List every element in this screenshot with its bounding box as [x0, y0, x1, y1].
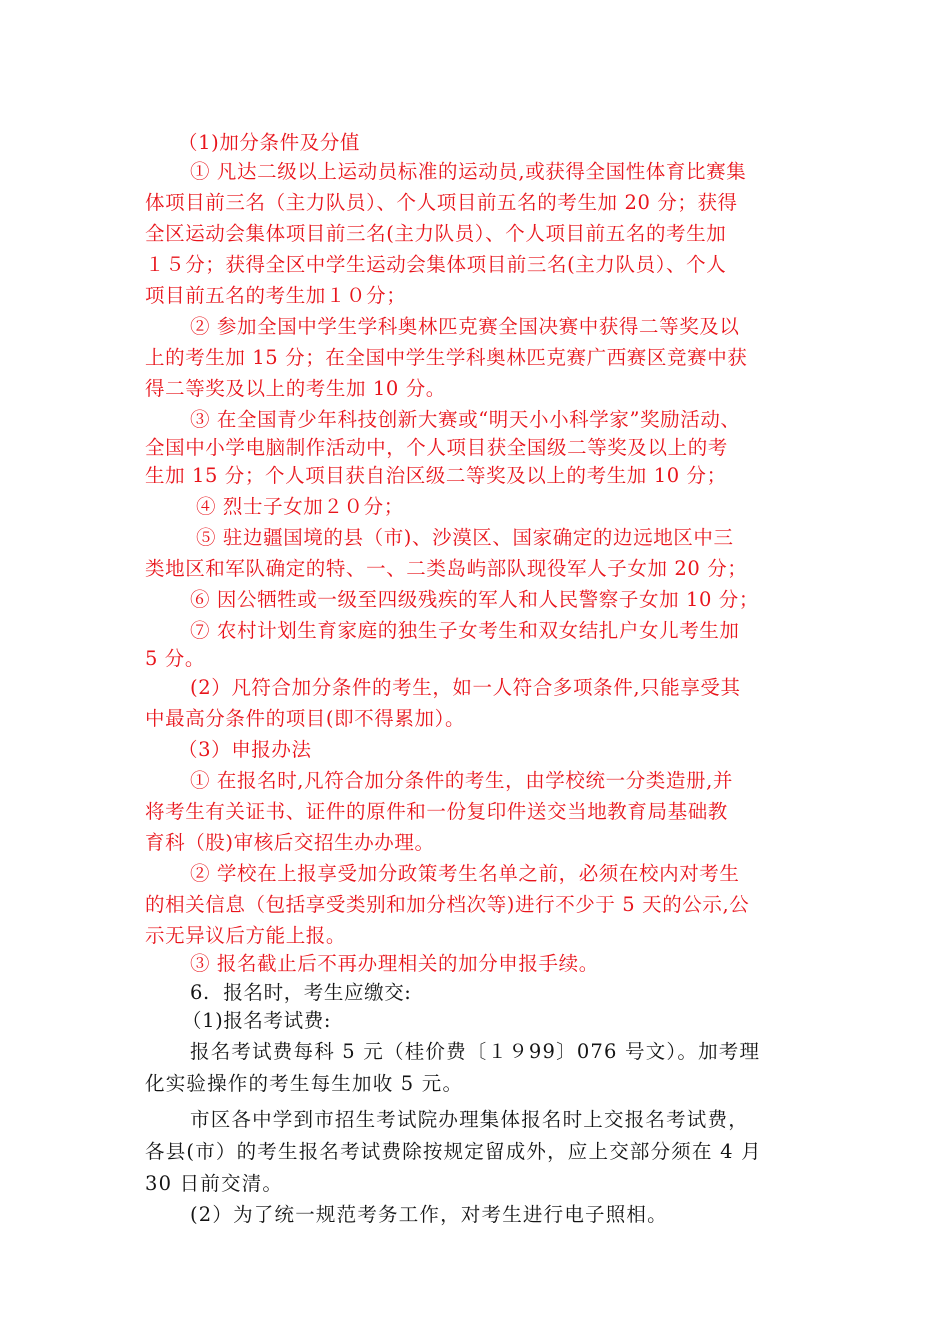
- section-heading-application-method: （3）申报办法: [178, 738, 312, 761]
- paragraph-line: 30 日前交清。: [145, 1172, 284, 1195]
- paragraph-line: ② 参加全国中学生学科奥林匹克赛全国决赛中获得二等奖及以: [190, 315, 740, 338]
- paragraph-line: 示无异议后方能上报。: [145, 924, 347, 947]
- section-heading-bonus-conditions: （1)加分条件及分值: [178, 131, 361, 154]
- section-heading-fees: 6. 报名时，考生应缴交:: [190, 981, 412, 1004]
- paragraph-line: ① 在报名时,凡符合加分条件的考生，由学校统一分类造册,并: [190, 769, 733, 792]
- paragraph-line: 报名考试费每科 5 元（桂价费〔１９99〕076 号文）。加考理: [190, 1040, 761, 1063]
- paragraph-line: ① 凡达二级以上运动员标准的运动员,或获得全国性体育比赛集: [190, 160, 747, 183]
- paragraph-line: 中最高分条件的项目(即不得累加）。: [145, 707, 466, 730]
- paragraph-line: 化实验操作的考生每生加收 5 元。: [145, 1072, 464, 1095]
- paragraph-line: 将考生有关证书、证件的原件和一份复印件送交当地教育局基础教: [145, 800, 728, 823]
- paragraph-line: ⑤ 驻边疆国境的县（市)、沙漠区、国家确定的边远地区中三: [196, 526, 734, 549]
- paragraph-line: 体项目前三名（主力队员）、个人项目前五名的考生加 20 分；获得: [145, 191, 738, 214]
- paragraph-line: 上的考生加 15 分；在全国中学生学科奥林匹克赛广西赛区竞赛中获: [145, 346, 748, 369]
- paragraph-line: １５分；获得全区中学生运动会集体项目前三名(主力队员）、个人: [145, 253, 727, 276]
- paragraph-line: ⑦ 农村计划生育家庭的独生子女考生和双女结扎户女儿考生加: [190, 619, 740, 642]
- paragraph-line: 项目前五名的考生加１０分；: [145, 284, 407, 307]
- paragraph-line: 生加 15 分；个人项目获自治区级二等奖及以上的考生加 10 分；: [145, 464, 727, 487]
- paragraph-line: ③ 在全国青少年科技创新大赛或“明天小小科学家”奖励活动、: [190, 408, 741, 431]
- paragraph-line: (2）凡符合加分条件的考生，如一人符合多项条件,只能享受其: [190, 676, 741, 699]
- paragraph-line: 全区运动会集体项目前三名(主力队员）、个人项目前五名的考生加: [145, 222, 727, 245]
- paragraph-line: 各县(市）的考生报名考试费除按规定留成外，应上交部分须在 4 月: [145, 1140, 762, 1163]
- paragraph-line: 5 分。: [145, 647, 206, 670]
- paragraph-line: ② 学校在上报享受加分政策考生名单之前，必须在校内对考生: [190, 862, 740, 885]
- paragraph-line: ③ 报名截止后不再办理相关的加分申报手续。: [190, 952, 599, 975]
- subsection-heading-exam-fee: （1)报名考试费:: [182, 1009, 331, 1032]
- paragraph-line: 得二等奖及以上的考生加 10 分。: [145, 377, 446, 400]
- paragraph-line: ⑥ 因公牺牲或一级至四级残疾的军人和人民警察子女加 10 分；: [190, 588, 760, 611]
- paragraph-line: 市区各中学到市招生考试院办理集体报名时上交报名考试费，: [190, 1108, 749, 1131]
- paragraph-line: 全国中小学电脑制作活动中，个人项目获全国级二等奖及以上的考: [145, 436, 728, 459]
- paragraph-line: ④ 烈士子女加２０分；: [196, 495, 404, 518]
- paragraph-line: 育科（股)审核后交招生办办理。: [145, 831, 435, 854]
- paragraph-line: 的相关信息（包括享受类别和加分档次等)进行不少于 5 天的公示,公: [145, 893, 750, 916]
- paragraph-line: (2）为了统一规范考务工作，对考生进行电子照相。: [190, 1203, 668, 1226]
- paragraph-line: 类地区和军队确定的特、一、二类岛屿部队现役军人子女加 20 分；: [145, 557, 748, 580]
